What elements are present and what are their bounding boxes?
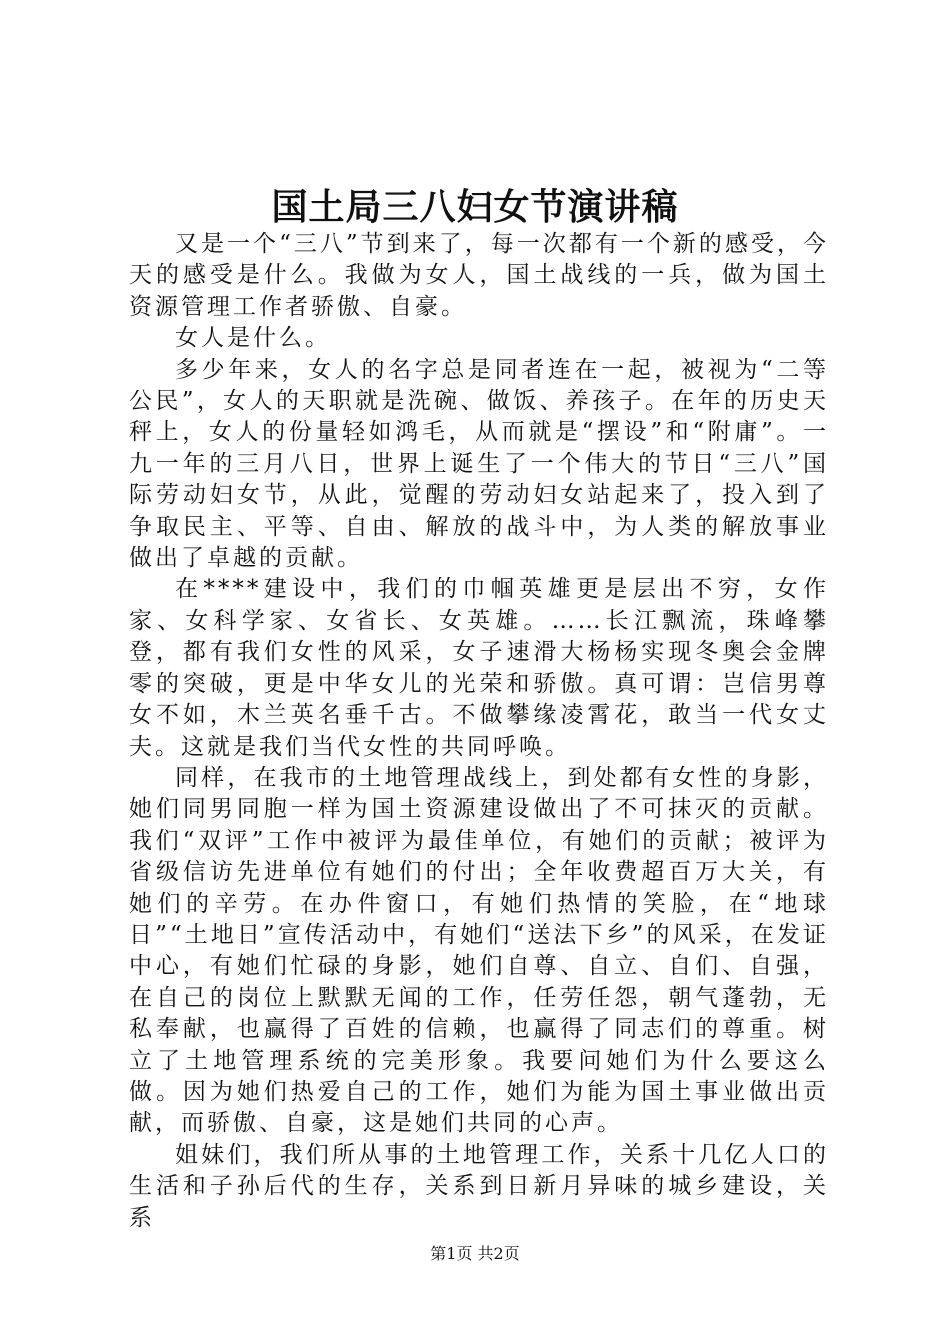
- paragraph: 女人是什么。: [175, 325, 331, 352]
- paragraph: 在****建设中，我们的巾帼英雄更是层出不穷，女作家、女科学家、女省长、女英雄。……长江飘流，珠峰攀登，都有我们女性的风采，女子速滑大杨杨实现冬奥会金牌零的突破，更是中华女儿的光荣和骄傲。真可谓：岂信男尊女不如，木兰英名垂千古。不做攀缘凌霄花，敢当一代女丈夫。这就是我们当代女性的共同呼唤。: [129, 576, 829, 760]
- paragraph: 又是一个“三八”节到来了，每一次都有一个新的感受，今天的感受是什么。我做为女人，国土战线的一兵，做为国土资源管理工作者骄傲、自豪。: [129, 231, 829, 320]
- paragraph: 多少年来，女人的名字总是同者连在一起，被视为“二等公民”，女人的天职就是洗碗、做饭、养孩子。在年的历史天秤上，女人的份量轻如鸿毛，从而就是“摆设”和“附庸”。一九一年的三月八日，世界上诞生了一个伟大的节日“三八”国际劳动妇女节，从此，觉醒的劳动妇女站起来了，投入到了争取民主、平等、自由、解放的战斗中，为人类的解放事业做出了卓越的贡献。: [129, 356, 829, 572]
- paragraph: 同样，在我市的土地管理战线上，到处都有女性的身影，她们同男同胞一样为国土资源建设做出了不可抹灭的贡献。我们“双评”工作中被评为最佳单位，有她们的贡献；被评为省级信访先进单位有她们的付出；全年收费超百万大关，有她们的辛劳。在办件窗口，有她们热情的笑脸，在“地球日”“土地日”宣传活动中，有她们“送法下乡”的风采，在发证中心，有她们忙碌的身影，她们自尊、自立、自们、自强，在自己的岗位上默默无闻的工作，任劳任怨，朝气蓬勃，无私奉献，也赢得了百姓的信赖，也赢得了同志们的尊重。树立了土地管理系统的完美形象。我要问她们为什么要这么做。因为她们热爱自己的工作，她们为能为国土事业做出贡献，而骄傲、自豪，这是她们共同的心声。: [129, 764, 829, 1137]
- paragraph: 姐妹们，我们所从事的土地管理工作，关系十几亿人口的生活和子孙后代的生存，关系到日新月异味的城乡建设，关系: [129, 1141, 829, 1231]
- document-title: 国土局三八妇女节演讲稿: [271, 187, 679, 228]
- document-body: [129, 229, 829, 1234]
- page-footer: 第1页 共2页: [430, 1244, 520, 1263]
